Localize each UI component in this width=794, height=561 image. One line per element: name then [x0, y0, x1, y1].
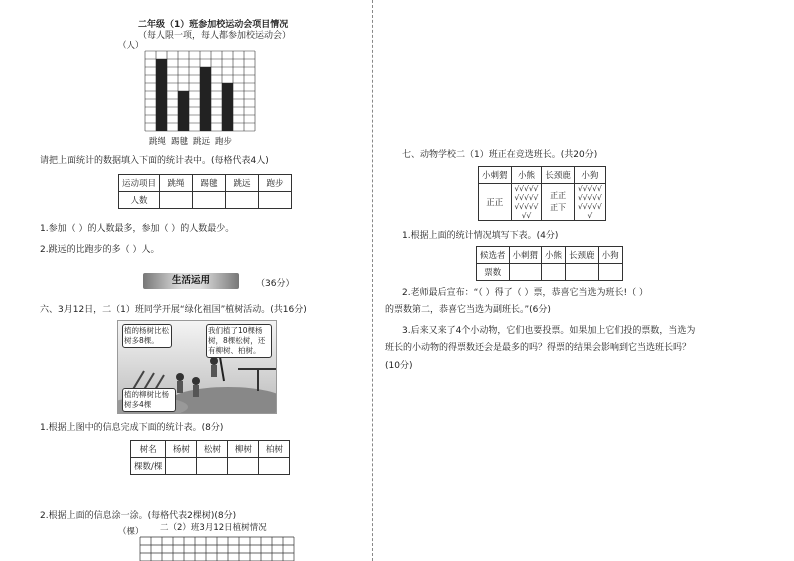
tally-dog-line-1: √√√√√	[577, 193, 602, 202]
chart1-title: 二年级（1）班参加校运动会项目情况	[138, 20, 289, 30]
q7-part3-line3: (10分)	[385, 361, 413, 371]
section-banner	[143, 273, 239, 289]
sports-cell-4[interactable]	[259, 192, 292, 209]
sports-row-label: 人数	[119, 192, 160, 209]
votes-header-0: 候选者	[477, 247, 510, 264]
speech-bubble-2: 我们植了10棵杨树，8棵松树，还有柳树、柏树。	[206, 324, 272, 358]
tally-dog-line-0: √√√√√	[577, 184, 602, 193]
trees-cell-3[interactable]	[228, 458, 259, 475]
votes-header-1: 小刺猬	[509, 247, 542, 264]
section-score: （36分）	[256, 279, 295, 289]
votes-stat-table	[476, 246, 623, 281]
trees-row-label: 棵数/棵	[131, 458, 166, 475]
trees-header-0: 树名	[131, 441, 166, 458]
bar-跳远	[200, 67, 211, 131]
q6-intro: 六、3月12日，二（1）班同学开展“绿化祖国”植树活动。(共16分)	[40, 305, 307, 315]
trees-header-1: 杨树	[166, 441, 197, 458]
votes-cell-3[interactable]	[566, 264, 599, 281]
tally-dog-line-3: √	[587, 211, 593, 220]
q6-part2: 2.根据上面的信息涂一涂。(每格代表2棵树)(8分)	[40, 511, 237, 521]
tally-giraffe-line-0: 正正	[550, 191, 567, 200]
trees-header-3: 柳树	[228, 441, 259, 458]
votes-cell-2[interactable]	[542, 264, 566, 281]
sports-header-1: 跳绳	[160, 175, 193, 192]
tally-giraffe-line-1: 正下	[550, 203, 567, 212]
votes-cell-4[interactable]	[598, 264, 622, 281]
votes-row-label: 票数	[477, 264, 510, 281]
vote-tally-table	[478, 166, 606, 221]
q6-part1: 1.根据上图中的信息完成下面的统计表。(8分)	[40, 423, 224, 433]
column-divider	[372, 0, 373, 561]
x-tick-1: 踢毽	[171, 137, 189, 147]
q7-part3-line1: 3.后来又来了4个小动物，它们也要投票。如果加上它们投的票数，当选为	[402, 326, 696, 336]
sports-cell-1[interactable]	[160, 192, 193, 209]
sports-cell-2[interactable]	[193, 192, 226, 209]
trees-header-2: 松树	[197, 441, 228, 458]
bar-跳绳	[156, 59, 167, 131]
chart1-ylabel: （人）	[118, 41, 144, 51]
speech-bubble-1: 植的杨树比松树多8棵。	[122, 324, 172, 348]
tree-chart-title: 二（2）班3月12日植树情况	[160, 523, 267, 533]
votes-header-3: 长颈鹿	[566, 247, 599, 264]
question-1: 1.参加（ ）的人数最多，参加（ ）的人数最少。	[40, 224, 235, 234]
sports-header-3: 跳远	[226, 175, 259, 192]
tally-bear-line-3: √√	[521, 211, 532, 220]
sports-cell-3[interactable]	[226, 192, 259, 209]
sports-stat-table	[118, 174, 292, 209]
votes-cell-1[interactable]	[509, 264, 542, 281]
tree-chart-ylabel: （棵）	[118, 527, 144, 537]
chart1-subtitle: （每人限一项，每人都参加校运动会）	[138, 31, 292, 41]
x-tick-0: 跳绳	[149, 137, 167, 147]
tally-giraffe	[542, 184, 575, 221]
trees-cell-4[interactable]	[259, 458, 290, 475]
votes-header-4: 小狗	[598, 247, 622, 264]
tally-bear-line-2: √√√√√	[514, 202, 539, 211]
tally-bear	[511, 184, 542, 221]
trees-header-4: 柏树	[259, 441, 290, 458]
tally-bear-line-0: √√√√√	[514, 184, 539, 193]
trees-cell-2[interactable]	[197, 458, 228, 475]
trees-stat-table	[130, 440, 290, 475]
bar-跑步	[222, 83, 233, 131]
tally-dog-line-2: √√√√√	[577, 202, 602, 211]
x-tick-2: 跳远	[193, 137, 211, 147]
q7-part1: 1.根据上面的统计情况填写下表。(4分)	[402, 231, 559, 241]
tally-hedgehog-marks: 正正	[486, 198, 504, 208]
tree-coloring-grid[interactable]	[138, 535, 298, 561]
tally-bear-line-1: √√√√√	[514, 193, 539, 202]
q7-part3-line2: 班长的小动物的得票数还会是最多的吗？得票的结果会影响到它当选班长吗？	[385, 343, 692, 353]
trees-cell-1[interactable]	[166, 458, 197, 475]
tally-dog	[574, 184, 605, 221]
question-2: 2.跳远的比跑步的多（ ）人。	[40, 245, 160, 255]
q7-part2-line2: 的票数第二，恭喜它当选为副班长。”(6分)	[385, 305, 551, 315]
sports-header-0: 运动项目	[119, 175, 160, 192]
q7-part2-line1: 2.老师最后宣布：“（ ）得了（ ）票，恭喜它当选为班长!（ ）	[402, 288, 648, 298]
votes-header-2: 小熊	[542, 247, 566, 264]
x-tick-3: 跑步	[215, 137, 233, 147]
speech-bubble-3: 植的柳树比杨树多4棵	[122, 388, 176, 412]
section-title: 生活运用	[171, 275, 210, 286]
tally-header-bear: 小熊	[511, 167, 542, 184]
q-fill-table-prompt: 请把上面统计的数据填入下面的统计表中。(每格代表4人)	[40, 156, 269, 166]
q7-intro: 七、动物学校二（1）班正在竞选班长。(共20分)	[402, 150, 598, 160]
tally-header-hedgehog: 小刺猬	[479, 167, 512, 184]
chart1-bar-chart	[140, 49, 260, 144]
tree-planting-illustration	[117, 320, 277, 414]
sports-header-4: 跑步	[259, 175, 292, 192]
tally-hedgehog	[479, 184, 512, 221]
sports-header-2: 踢毽	[193, 175, 226, 192]
bar-踢毽	[178, 91, 189, 131]
tally-header-dog: 小狗	[574, 167, 605, 184]
tally-header-giraffe: 长颈鹿	[542, 167, 575, 184]
